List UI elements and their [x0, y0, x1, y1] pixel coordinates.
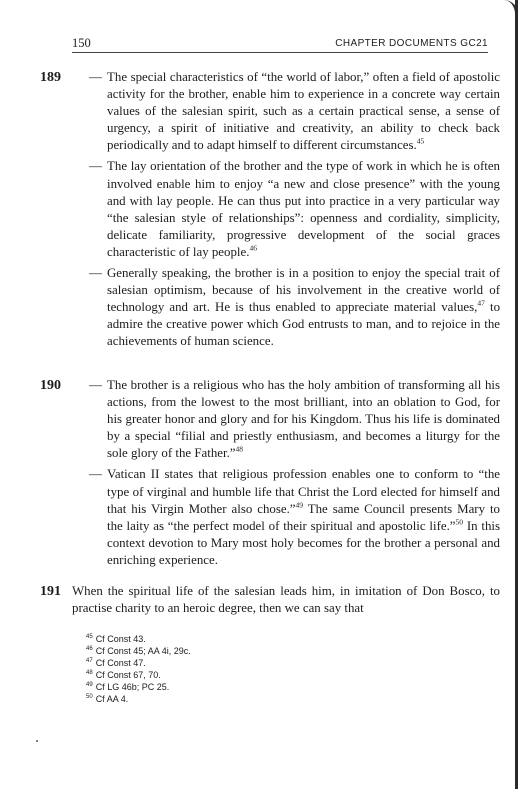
paragraph-text: The special characteristics of “the world of labor,” often a field of apostolic activity for the brother, enable him to experience in a concrete way certain values of the salesian spirit, such as a certain practical sense, a sense of urgency, a spirit of initiative and creativity, an ability to check back periodically and to adapt himself to different circumstances. — [107, 70, 500, 153]
section-number: 190 — [40, 378, 61, 393]
footnote — [86, 633, 191, 645]
section-190 — [40, 377, 500, 573]
footnote — [86, 669, 191, 681]
paragraph-text-cont: to admire the creative power which God entrusts to man, and to rejoice in the achievements of human science. — [107, 300, 501, 349]
section-191 — [40, 583, 500, 617]
em-dash: — — [89, 266, 102, 281]
paragraph-text: When the spiritual life of the salesian leads him, in imitation of Don Bosco, to practise charity to an heroic degree, then we can say that — [72, 584, 500, 616]
paragraph-text: Vatican II states that religious profession enables one to conform to “the type of virginal and humble life that Christ the Lord elected for himself and that his Virgin Mother also chose.” — [107, 467, 500, 516]
footnote-number: 47 — [86, 658, 93, 665]
footnote-text: Cf AA 4. — [95, 694, 129, 705]
paragraph-text: The lay orientation of the brother and the type of work in which he is often involved enable him to enjoy “a new and close presence” with the young and with lay people. He can thus put into practice in a very particular way “the salesian style of relationships”: openness and cordiality, simplicity, delicate familiarity, progressive development of the social graces characteristic of lay people. — [107, 159, 500, 259]
paragraph-text-cont: In this context devotion to Mary most holy becomes for the brother a personal and enriching experience. — [107, 518, 500, 567]
em-dash: — — [89, 467, 102, 482]
paragraph-text-mid: The same Council presents Mary to the laity as “the perfect model of their spiritual and apostolic life.” — [107, 501, 500, 533]
footnote-ref: 47 — [477, 298, 485, 308]
footnote-text: Cf LG 46b; PC 25. — [95, 682, 170, 693]
footnote-number: 50 — [86, 694, 93, 701]
footnote-ref: 49 — [295, 500, 304, 510]
section-189 — [40, 69, 500, 355]
running-title: CHAPTER DOCUMENTS GC21 — [335, 38, 488, 49]
footnote — [86, 681, 191, 693]
section-number: 189 — [40, 70, 61, 85]
footnote-ref: 45 — [416, 137, 425, 147]
footnote-text: Cf Const 45; AA 4i, 29c. — [95, 646, 191, 657]
footnote-number: 49 — [86, 682, 93, 689]
footnote-number: 48 — [86, 670, 93, 677]
footnotes — [86, 633, 191, 706]
page-number: 150 — [72, 36, 91, 50]
em-dash: — — [89, 159, 102, 174]
footnote-text: Cf Const 67, 70. — [95, 670, 161, 681]
em-dash: — — [89, 378, 102, 392]
dash-paragraph — [89, 377, 500, 462]
footnote-ref: 48 — [235, 445, 244, 455]
scan-speck — [36, 740, 38, 742]
footnote — [86, 657, 191, 669]
running-header — [72, 38, 488, 53]
dash-paragraph — [89, 265, 500, 350]
footnote-text: Cf Const 43. — [95, 634, 146, 644]
dash-paragraph — [89, 158, 500, 261]
footnote-number: 46 — [86, 646, 93, 653]
page-edge-line — [515, 0, 518, 789]
footnote-number: 45 — [86, 634, 93, 640]
section-number: 191 — [40, 584, 61, 599]
dash-paragraph — [89, 466, 500, 569]
footnote-ref: 50 — [455, 517, 464, 527]
footnote-text: Cf Const 47. — [95, 658, 146, 669]
em-dash: — — [89, 70, 102, 84]
paragraph-text: The brother is a religious who has the holy ambition of transforming all his actions, from the lowest to the most brilliant, into an oblation to God, for his greater honor and glory and for his Kingdom. Thus his life is dominated by a special “filial and priestly enthusiasm, and becomes a liturgy for the sole glory of the Father.” — [107, 378, 500, 461]
footnote — [86, 693, 191, 705]
paragraph-text: Generally speaking, the brother is in a position to enjoy the special trait of salesian optimism, because of his involvement in the creative world of technology and art. He is thus enabled to appreciate material values, — [107, 266, 500, 315]
footnote — [86, 645, 191, 657]
dash-paragraph — [89, 69, 500, 154]
footnote-ref: 46 — [249, 243, 257, 253]
